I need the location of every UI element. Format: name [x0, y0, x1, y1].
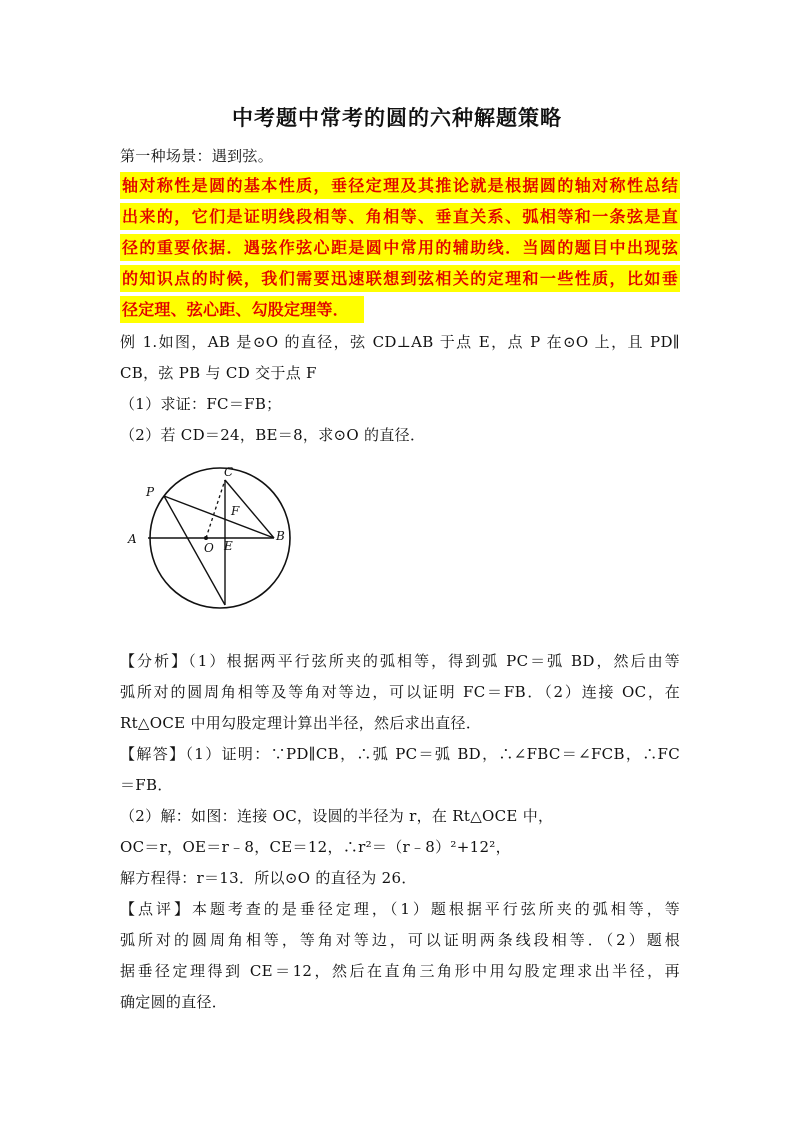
comment-line: 确定圆的直径．	[120, 993, 228, 1011]
scene-heading: 第一种场景：遇到弦。	[120, 147, 274, 165]
label-a: A	[128, 532, 137, 546]
highlight-line: 的知识点的时候，我们需要迅速联想到弦相关的定理和一些性质，比如垂	[122, 269, 678, 288]
analysis-line: Rt△OCE 中用勾股定理计算出半径，然后求出直径．	[120, 714, 482, 732]
chord-pd	[164, 496, 225, 605]
highlight-line: 出来的，它们是证明线段相等、角相等、垂直关系、弧相等和一条弦是直	[122, 207, 678, 226]
comment-line: 【点评】本题考查的是垂径定理，（1）题根据平行弦所夹的弧相等，等	[120, 900, 680, 918]
analysis-line: 弧所对的圆周角相等及等角对等边，可以证明 FC＝FB．（2）连接 OC，在	[120, 683, 680, 701]
solution-line: 【解答】（1）证明：∵PD∥CB，∴弧 PC＝弧 BD，∴∠FBC＝∠FCB，∴FC	[120, 745, 680, 763]
solution-line: 解方程得：r＝13．所以⊙O 的直径为 26．	[120, 869, 417, 887]
label-o: O	[204, 541, 214, 555]
label-b: B	[276, 529, 285, 543]
solution-line: OC＝r，OE＝r﹣8，CE＝12，∴r²＝（r﹣8）²+12²，	[120, 838, 511, 856]
highlight-line: 径定理、弦心距、勾股定理等．	[122, 300, 349, 319]
highlight-line: 径的重要依据．遇弦作弦心距是圆中常用的辅助线．当圆的题目中出现弦	[122, 238, 678, 257]
example-line: CB，弦 PB 与 CD 交于点 F	[120, 364, 317, 382]
label-c: C	[224, 465, 234, 479]
segment-oc	[206, 480, 225, 538]
solution-line: ＝FB．	[120, 776, 173, 794]
comment-line: 弧所对的圆周角相等，等角对等边，可以证明两条线段相等．（2）题根	[120, 931, 680, 949]
label-p: P	[146, 485, 155, 499]
chord-pb	[164, 496, 274, 538]
center-point	[204, 536, 208, 540]
analysis-line: 【分析】（1）根据两平行弦所夹的弧相等，得到弧 PC＝弧 BD，然后由等	[120, 652, 680, 670]
circle-figure	[120, 460, 300, 610]
example-question: （1）求证：FC＝FB；	[120, 395, 282, 413]
example-line: 例 1.如图，AB 是⊙O 的直径，弦 CD⊥AB 于点 E，点 P 在⊙O 上，且 PD∥	[120, 333, 680, 351]
example-question: （2）若 CD＝24，BE＝8，求⊙O 的直径．	[120, 426, 426, 444]
label-f: F	[231, 504, 240, 518]
solution-line: （2）解：如图：连接 OC，设圆的半径为 r，在 Rt△OCE 中，	[120, 807, 554, 825]
comment-line: 据垂径定理得到 CE＝12，然后在直角三角形中用勾股定理求出半径，再	[120, 962, 680, 980]
page-title: 中考题中常考的圆的六种解题策略	[232, 105, 562, 130]
label-e: E	[224, 539, 233, 553]
highlight-line: 轴对称性是圆的基本性质，垂径定理及其推论就是根据圆的轴对称性总结	[122, 176, 678, 195]
